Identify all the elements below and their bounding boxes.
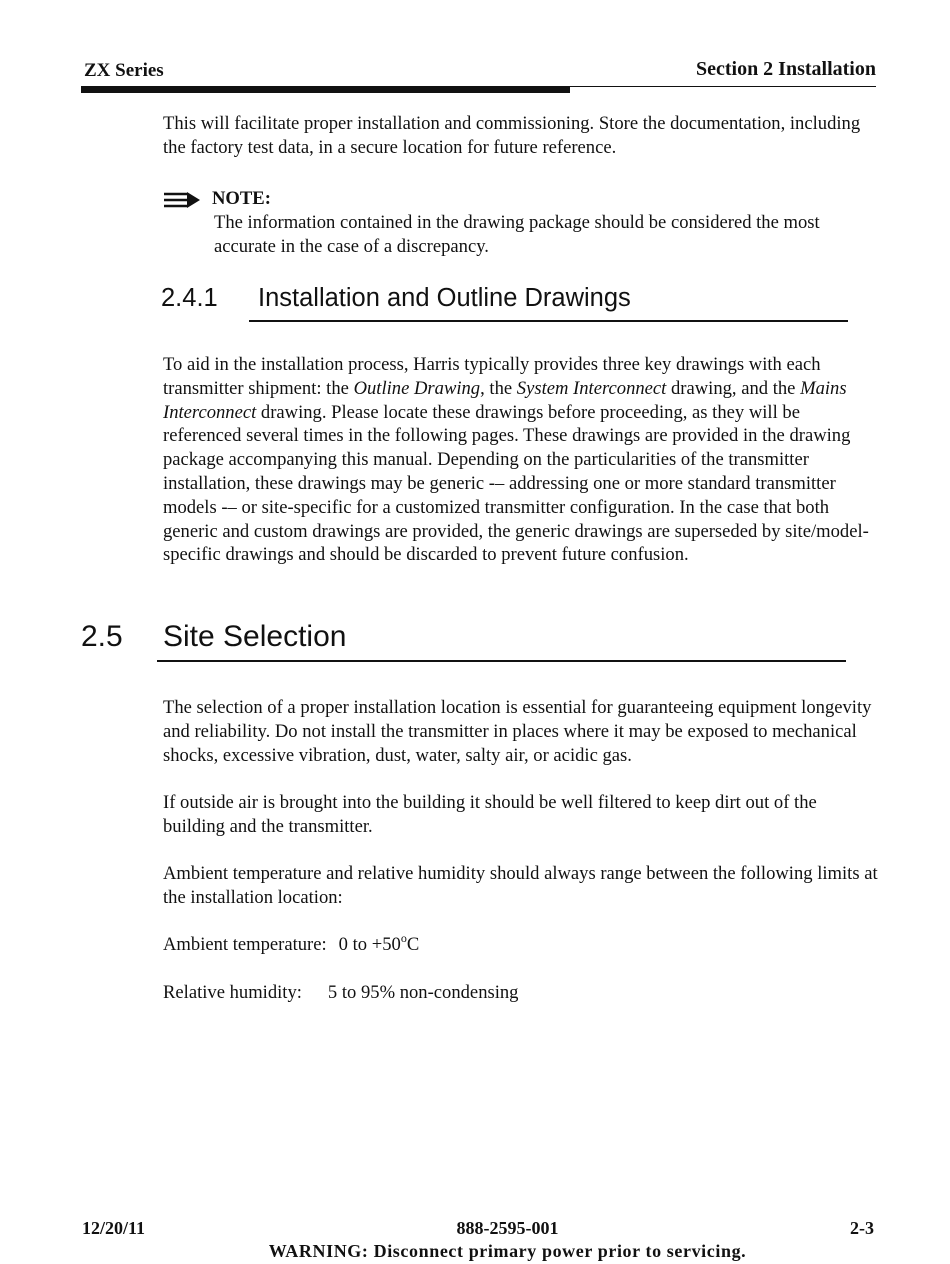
- text-run: drawing. Please locate these drawings before proceeding, as they will be referenced several times in the following pages. These drawings are provided in the drawing package accompanying this manual. Depending on the particularities of the transmitter installation, these drawings may be generic -– addressing one or more standard transmitter models -– or site-specific for a customized transmitter configuration. In the case that both generic and custom drawings are provided, the generic drawings are superseded by site/model-specific drawings and should be discarded to prevent future confusion.: [163, 401, 869, 566]
- text-run: , the: [480, 377, 517, 399]
- section-25-rule: [157, 660, 846, 662]
- section-25-number: 2.5: [81, 620, 123, 653]
- text-run: drawing, and the: [666, 377, 801, 399]
- header-rule-thick: [81, 86, 570, 93]
- note-text: The information contained in the drawing package should be considered the most accurate in the case of a discrepancy.: [214, 212, 820, 257]
- italic-mains-interconnect: Mains Interconnect: [163, 377, 847, 423]
- text-run: To aid in the installation process, Harris typically provides three key drawings with each transmitter shipment: the: [163, 354, 821, 399]
- intro-paragraph: This will facilitate proper installation and commissioning. Store the documentation, including the factory test data, in a secure location for future reference.: [163, 113, 861, 158]
- header-section: Section 2 Installation: [695, 58, 876, 80]
- header-series: ZX Series: [84, 60, 164, 81]
- humidity-limit: [163, 981, 878, 1005]
- humidity-value: 5 to 95% non-condensing: [327, 982, 519, 1003]
- section-241-rule: [249, 320, 848, 322]
- note-label: NOTE:: [212, 188, 271, 209]
- degree-symbol: o: [400, 931, 407, 945]
- temperature-value: 0 to +50: [338, 934, 401, 955]
- footer-warning: WARNING: Disconnect primary power prior to servicing.: [268, 1241, 747, 1261]
- italic-system-interconnect: System Interconnect: [516, 377, 667, 399]
- temperature-limit: [163, 933, 878, 957]
- site-selection-paragraph: The selection of a proper installation location is essential for guaranteeing equipment longevity and reliability. Do not install the transmitter in places where it may be exposed to mechanical shocks, excessive vibration, dust, water, salty air, or acidic gas.: [163, 697, 872, 766]
- note-arrow-icon: [163, 191, 201, 209]
- footer-page-number: 2-3: [850, 1218, 874, 1238]
- italic-outline-drawing: Outline Drawing: [353, 377, 481, 399]
- footer-date: 12/20/11: [82, 1218, 146, 1238]
- section-241-number: 2.4.1: [161, 284, 218, 312]
- limits-paragraph: Ambient temperature and relative humidity should always range between the following limits at the installation location:: [163, 863, 878, 908]
- humidity-label: Relative humidity:: [163, 982, 302, 1003]
- footer-doc-number: 888-2595-001: [456, 1218, 559, 1238]
- section-241-title: Installation and Outline Drawings: [258, 284, 631, 312]
- temperature-unit: C: [406, 934, 420, 955]
- section-241-paragraph: [163, 353, 878, 567]
- outside-air-paragraph: If outside air is brought into the building it should be well filtered to keep dirt out of the building and the transmitter.: [163, 792, 817, 837]
- section-25-title: Site Selection: [163, 620, 347, 653]
- temperature-label: Ambient temperature:: [163, 934, 327, 955]
